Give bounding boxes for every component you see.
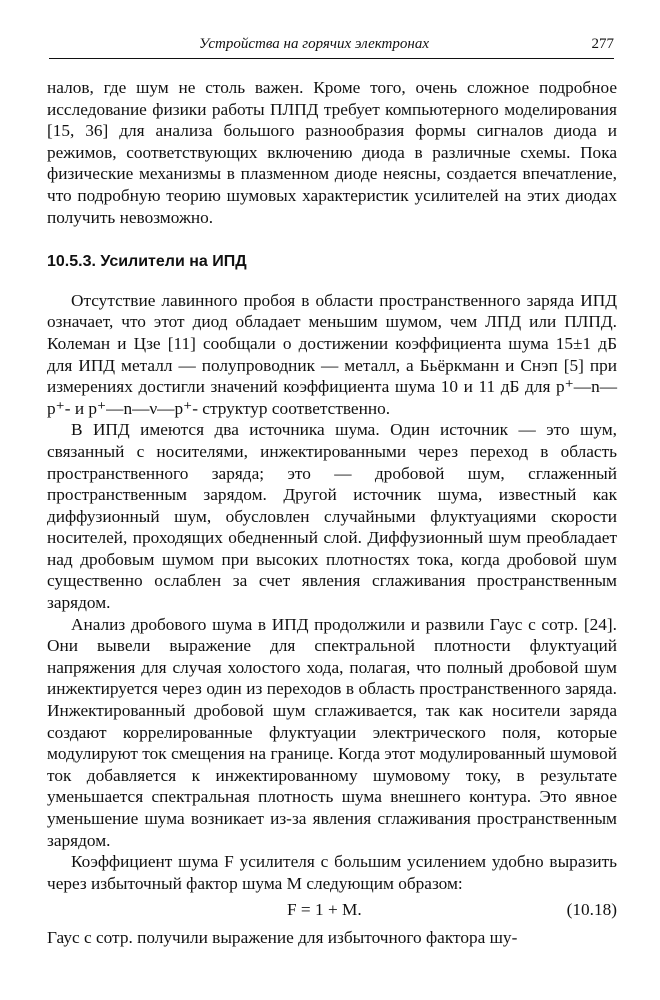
paragraph-continuation: налов, где шум не столь важен. Кроме того, очень сложное подробное исследование физики работы ПЛПД требует компьютерного моделирования [15, 36] для анализа большого разнообразия формы сигналов диода и режимов, соответствующих включению диода в различные схемы. Пока физические механизмы в плазменном диоде неясны, создается впечатление, что подробную теорию шумовых характеристик усилителей на этих диодах получить невозможно. bbox=[47, 78, 617, 227]
section-heading: 10.5.3. Усилители на ИПД bbox=[47, 253, 247, 271]
running-title: Устройства на горячих электронах bbox=[199, 36, 429, 52]
page-body bbox=[47, 77, 617, 949]
equation-10-18 bbox=[47, 899, 617, 921]
paragraph-excess-noise: Гаус с сотр. получили выражение для избыточного фактора шу- bbox=[47, 928, 518, 948]
paragraph-noise-factor: Коэффициент шума F усилителя с большим усилением удобно выразить через избыточный фактор шума M следующим образом: bbox=[47, 852, 617, 893]
equation-number: (10.18) bbox=[566, 900, 617, 920]
running-header bbox=[49, 36, 614, 59]
equation-expression: F = 1 + M. bbox=[287, 900, 362, 920]
page-number: 277 bbox=[591, 36, 614, 52]
paragraph-ipd-noise-figures: Отсутствие лавинного пробоя в области пространственного заряда ИПД означает, что этот диод обладает меньшим шумом, чем ЛПД или ПЛПД. Колеман и Цзе [11] сообщали о достижении коэффициента шума 15±1 дБ для ИПД металл — полупроводник — металл, а Бьёркманн и Снэп [5] при измерениях достигли значений коэффициента шума 10 и 11 дБ для p⁺—n—p⁺- и p⁺—n—ν—p⁺- структур соответственно. bbox=[47, 290, 617, 418]
paragraph-noise-sources: В ИПД имеются два источника шума. Один источник — это шум, связанный с носителями, инжектированными через переход в область пространственного заряда; это — дробовой шум, сглаженный пространственным зарядом. Другой источник шума, известный как диффузионный шум, обусловлен случайными флуктуациями скорости носителей, проходящих обедненный слой. Диффузионный шум преобладает над дробовым шумом при высоких плотностях тока, когда дробовой шум существенно ослаблен за счет явления сглаживания пространственным зарядом. bbox=[47, 420, 617, 613]
paragraph-shot-noise-analysis: Анализ дробового шума в ИПД продолжили и развили Гаус с сотр. [24]. Они вывели выражение для спектральной плотности флуктуаций напряжения для случая холостого хода, полагая, что полный дробовой шум инжектируется через один из переходов в область пространственного заряда. Инжектированный дробовой шум сглаживается, так как носители заряда создают коррелированные флуктуации электрического поля, которые модулируют ток смещения на границе. Когда этот модулированный шумовой ток добавляется к инжектированному шумовому току, в результате уменьшается спектральная плотность шума внешнего контура. Это явное уменьшение шума возникает из-за явления сглаживания пространственным зарядом. bbox=[47, 614, 617, 850]
